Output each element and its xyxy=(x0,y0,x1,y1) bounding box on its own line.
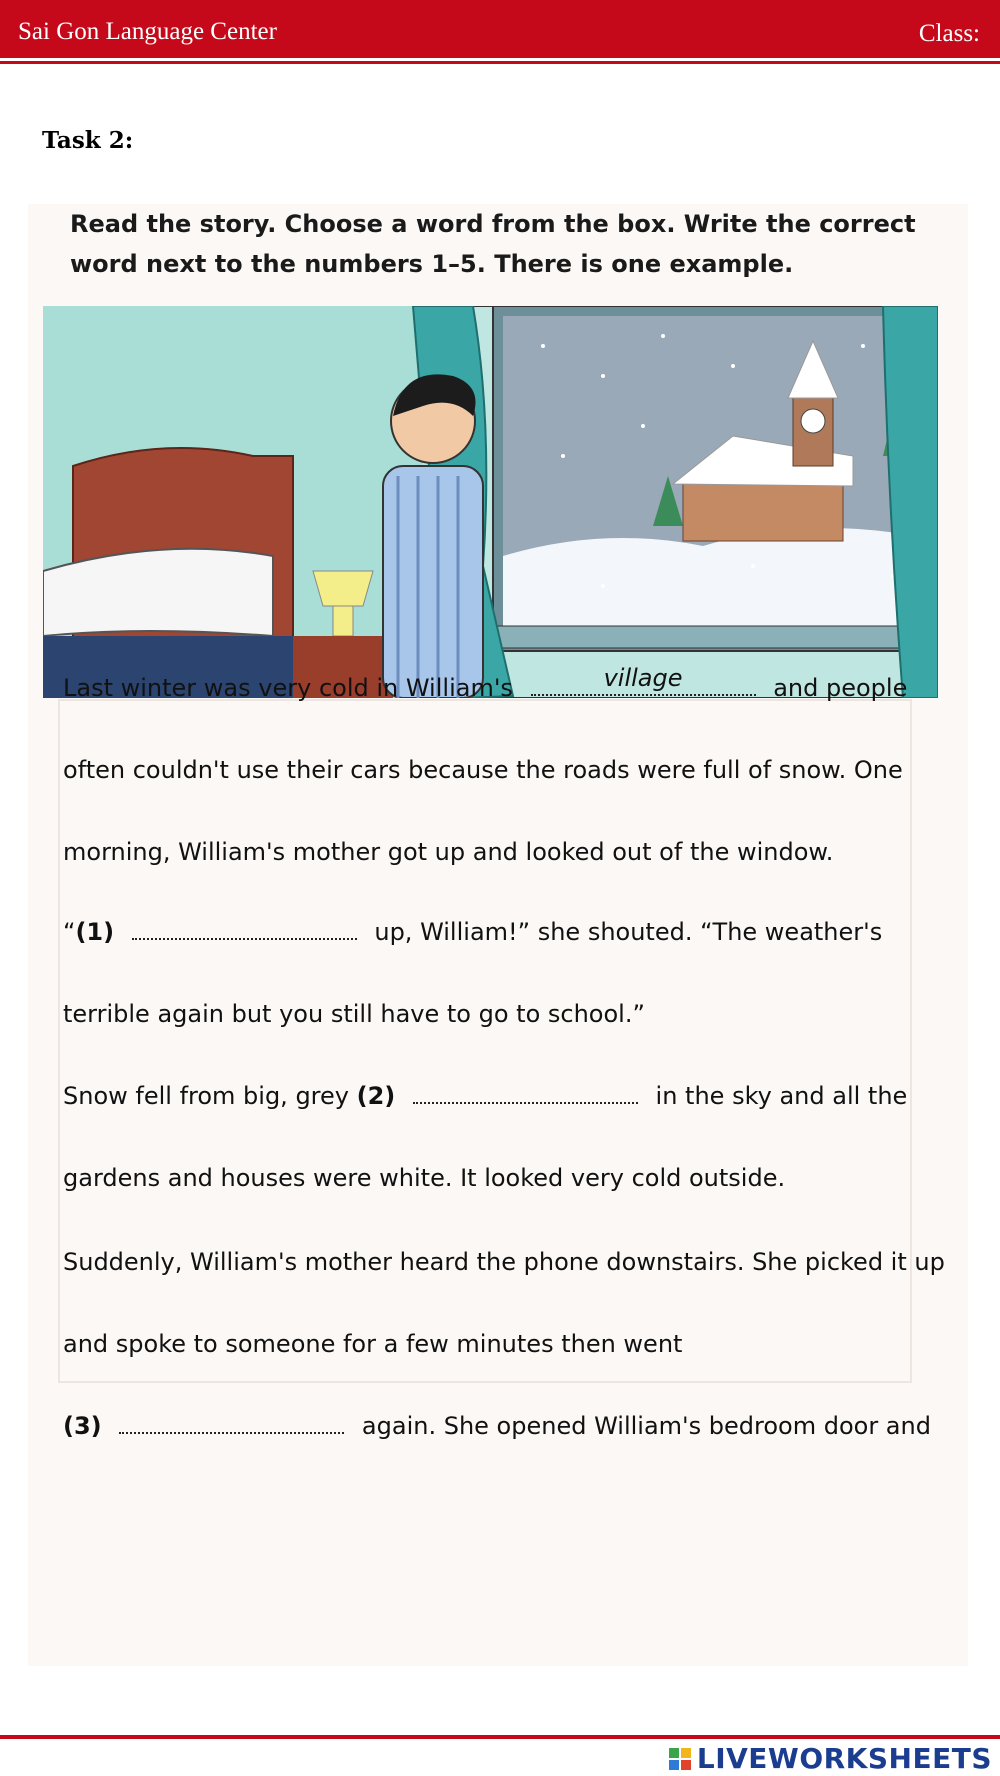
instructions xyxy=(70,204,930,284)
story-line-5: terrible again but you still have to go to school.” xyxy=(63,1000,645,1028)
story-text: in the sky and all the xyxy=(655,1082,908,1110)
answer-blank-3[interactable] xyxy=(119,1412,344,1434)
worksheet-page xyxy=(28,204,968,1666)
quote-mark: “ xyxy=(63,918,76,946)
gap-number-3: (3) xyxy=(63,1412,102,1440)
story-line-10 xyxy=(63,1412,931,1440)
task-title: Task 2: xyxy=(42,127,134,154)
page-header xyxy=(0,0,1000,64)
story-text: Last winter was very cold in William's xyxy=(63,674,513,702)
story-line-8: Suddenly, William's mother heard the phone downstairs. She picked it up xyxy=(63,1248,945,1276)
answer-blank-1[interactable] xyxy=(132,918,357,940)
center-name: Sai Gon Language Center xyxy=(18,18,277,45)
instruction-line-1: Read the story. Choose a word from the box. Write the correct xyxy=(70,210,916,238)
instruction-line-2: word next to the numbers 1–5. There is one example. xyxy=(70,250,794,278)
class-label: Class: xyxy=(918,20,980,47)
story-text: and people xyxy=(773,674,908,702)
footer-divider xyxy=(0,1735,1000,1739)
liveworksheets-icon xyxy=(669,1748,693,1772)
story-line-3: morning, William's mother got up and looked out of the window. xyxy=(63,838,834,866)
story-line-1 xyxy=(63,664,923,702)
gap-number-1: (1) xyxy=(75,918,115,946)
liveworksheets-logo xyxy=(669,1742,992,1775)
story-text: again. She opened William's bedroom door and xyxy=(361,1412,931,1440)
gap-number-2: (2) xyxy=(356,1082,396,1110)
story-line-6 xyxy=(63,1082,923,1110)
example-answer: village xyxy=(603,664,683,692)
story-line-4 xyxy=(63,918,923,946)
bleed-through-box xyxy=(58,699,912,1383)
boy-at-window-snow-icon xyxy=(43,306,938,698)
example-answer-blank xyxy=(531,664,756,696)
story-text: up, William!” she shouted. “The weather's xyxy=(374,918,883,946)
story-text: Snow fell from big, grey xyxy=(63,1082,349,1110)
answer-blank-2[interactable] xyxy=(413,1082,638,1104)
brand-name: LIVEWORKSHEETS xyxy=(696,1742,992,1775)
story-line-9: and spoke to someone for a few minutes then went xyxy=(63,1330,683,1358)
header-divider xyxy=(0,58,1000,61)
story-line-7: gardens and houses were white. It looked very cold outside. xyxy=(63,1164,786,1192)
story-line-2: often couldn't use their cars because the roads were full of snow. One xyxy=(63,756,903,784)
